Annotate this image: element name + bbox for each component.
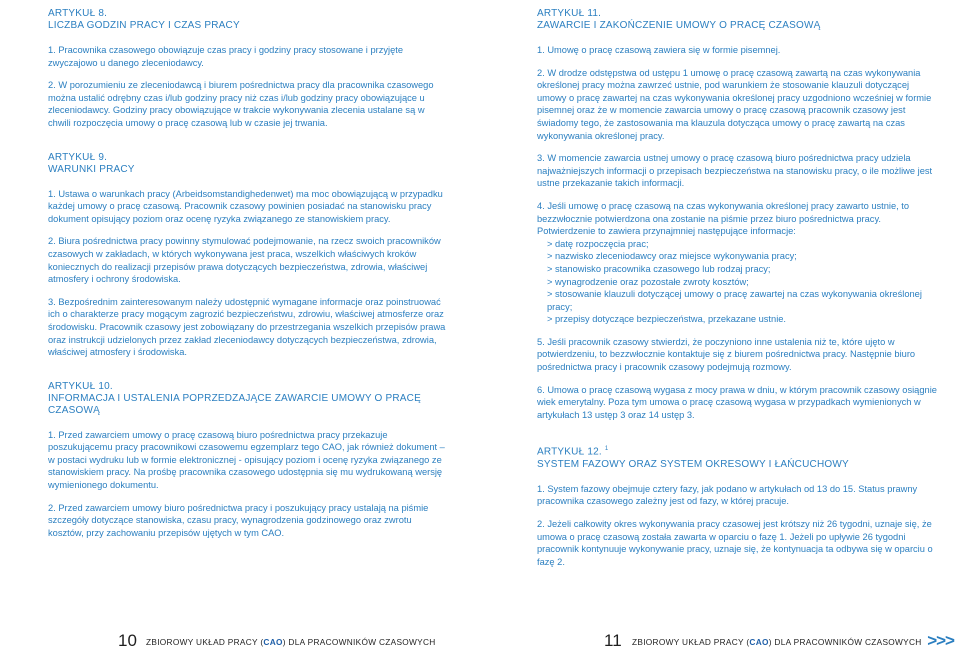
footer-cao-abbrev: CAO xyxy=(263,637,283,647)
article-12-paragraph-1: 1. System fazowy obejmuje cztery fazy, jak podano w artykułach od 13 do 15. Status prawny pracownika czasowego zależny jest od fazy, w której pracuje. xyxy=(537,483,918,507)
article-9-number: ARTYKUŁ 9. xyxy=(48,151,108,163)
article-9-paragraph-1: 1. Ustawa o warunkach pracy (Arbeidsomstandighedenwet) ma moc obowiązującą w przypadku każdej umowy o pracę czasową. Pracownik czasowy powinien posiadać na stanowisku pracy dokument opisujący poziom oraz ocenę ryzyka związanego ze stanowiskiem pracy. xyxy=(48,188,443,224)
footer-text-before: ZBIOROWY UKŁAD PRACY ( xyxy=(146,637,264,647)
footer-cao-abbrev: CAO xyxy=(749,637,769,647)
article-8-paragraph-2: 2. W porozumieniu ze zleceniodawcą i biurem pośrednictwa pracy dla pracownika czasowego można ustalić odrębny czas i/lub godziny pracy niż czas i/lub godziny pracy obowiązujące u zleceniodawcy. Godziny pracy obowiązujące w trakcie wykonywania zlecenia ustalane są w chwili rozpoczęcia umowy o pracę czasową lub w czasie jej trwania. xyxy=(48,80,434,128)
left-page-number: 10 xyxy=(118,631,137,650)
article-9-paragraph-3: 3. Bezpośrednim zainteresowanym należy udostępnić wymagane informacje oraz poinstruować ich o charakterze pracy mogącym zagrozić bezpieczeństwu, zdrowiu, właściwej atmosferze oraz środowisku. Pracownik czasowy jest zobowiązany do przestrzegania wszelkich przepisów prawa oraz instrukcji udzielonych przez zakład zleceniodawcy dotyczących bezpieczeństwa, zdrowia, właściwej atmosfery i środowiska. xyxy=(48,296,446,358)
article-8-paragraph-1: 1. Pracownika czasowego obowiązuje czas pracy i godziny pracy stosowane i przyjęte zwyczajowo u danego zleceniodawcy. xyxy=(48,45,404,68)
article-11-paragraph-3: 3. W momencie zawarcia ustnej umowy o pracę czasową biuro pośrednictwa pracy udziela najważniejszych informacji o przepisach bezpieczeństwa na stanowisku pracy, o ile możliwe jest ustne przekazanie takich informacji. xyxy=(537,153,933,189)
list-item: > stanowisko pracownika czasowego lub rodzaj pracy; xyxy=(547,263,771,274)
article-10-number: ARTYKUŁ 10. xyxy=(48,380,113,392)
article-12-paragraph-2: 2. Jeżeli całkowity okres wykonywania pracy czasowej jest krótszy niż 26 tygodni, uznaje się, że umowa o pracę czasową została zawarta w oparciu o fazę 1. Jeżeli po upływie 26 tygodni pracownik kontynuuje wykonywanie pracy, uznaje się, że kontynuacja ta odbywa się w oparciu o fazę 2. xyxy=(537,518,933,567)
article-11-number: ARTYKUŁ 11. xyxy=(537,8,602,19)
article-11-bullet-list xyxy=(537,238,937,326)
right-footer-title xyxy=(632,637,922,647)
article-10-title: INFORMACJA I USTALENIA POPRZEDZAJĄCE ZAWARCIE UMOWY O PRACĘ CZASOWĄ xyxy=(48,392,421,416)
article-11-paragraph-2: 2. W drodze odstępstwa od ustępu 1 umowę o pracę czasową zawartą na czas wykonywania określonej pracy można zawrzeć ustnie, pod warunkiem że stosowanie klauzuli dotyczącej umowy o pracę zawartej na czas wykonywania określonej pracy uzgodniono wcześniej w formie pisemnej oraz że w momencie zawarcia umowy o pracę czasową pracownik czasowy jest świadomy tego, że zastosowania ma klauzula dotycząca umowy o pracę zawartą na czas wykonywania określonej pracy. xyxy=(537,67,932,141)
left-footer-title xyxy=(146,637,436,647)
list-item: > nazwisko zleceniodawcy oraz miejsce wykonywania pracy; xyxy=(547,251,797,262)
footer-text-before: ZBIOROWY UKŁAD PRACY ( xyxy=(632,637,750,647)
article-11-paragraph-4: 4. Jeśli umowę o pracę czasową na czas wykonywania określonej pracy zawarto ustnie, to bezzwłocznie potwierdzona ona zostanie na piśmie przez biuro pośrednictwa pracy. Potwierdzenie to zawiera przynajmniej następujące informacje: xyxy=(537,200,910,237)
article-11-paragraph-1: 1. Umowę o pracę czasową zawiera się w formie pisemnej. xyxy=(537,45,781,55)
article-12-number-text: ARTYKUŁ 12. xyxy=(537,446,602,458)
article-11-title: ZAWARCIE I ZAKOŃCZENIE UMOWY O PRACĘ CZASOWĄ xyxy=(537,20,821,31)
article-10-paragraph-2: 2. Przed zawarciem umowy biuro pośrednictwa pracy i poszukujący pracy ustalają na piśmie szczegóły dotyczące stanowiska, czasu pracy, wynagrodzenia godzinowego oraz zwrotu kosztów, przy zachowaniu przepisów ujętych w tym CAO. xyxy=(48,502,429,538)
footnote-marker: 1 xyxy=(604,446,609,453)
list-item: > stosowanie klauzuli dotyczącej umowy o pracę zawartej na czas wykonywania określonej pracy; xyxy=(547,289,922,312)
left-page-column xyxy=(48,8,448,539)
article-8-title: LICZBA GODZIN PRACY I CZAS PRACY xyxy=(48,20,240,31)
article-12-title: SYSTEM FAZOWY ORAZ SYSTEM OKRESOWY I ŁAŃCUCHOWY xyxy=(537,458,849,470)
article-12-number xyxy=(537,443,937,458)
article-8-number: ARTYKUŁ 8. xyxy=(48,8,108,19)
list-item: > datę rozpoczęcia prac; xyxy=(547,238,649,249)
article-11-paragraph-5: 5. Jeśli pracownik czasowy stwierdzi, że poczyniono inne ustalenia niż te, które ujęto w potwierdzeniu, to bezzwłocznie kontaktuje się z biurem pośrednictwa pracy. Następnie biuro pośrednictwa pracy i pracownik czasowy podejmują rozmowy. xyxy=(537,336,916,373)
page-footer xyxy=(0,627,960,657)
right-page-column xyxy=(537,8,937,568)
list-item: > przepisy dotyczące bezpieczeństwa, przekazane ustnie. xyxy=(547,314,787,325)
footer-text-after: ) DLA PRACOWNIKÓW CZASOWYCH xyxy=(282,637,436,647)
list-item: > wynagrodzenie oraz pozostałe zwroty kosztów; xyxy=(547,276,749,287)
article-11-paragraph-6: 6. Umowa o pracę czasową wygasa z mocy prawa w dniu, w którym pracownik czasowy osiągnie wiek emerytalny. Poza tym umowa o pracę czasową wygasa w przypadkach wymienionych w artykułach 13 ustęp 3 oraz 14 ustęp 3. xyxy=(537,384,937,420)
next-page-arrows[interactable]: >>> xyxy=(927,631,954,650)
article-10-paragraph-1: 1. Przed zawarciem umowy o pracę czasową biuro pośrednictwa pracy przekazuje poszukującemu pracy pracownikowi czasowemu egzemplarz tego CAO, jak również dokument – w postaci wydruku lub w formie elektronicznej - opisujący poziom i ocenę ryzyka związanego ze stanowiskiem pracy. Na prośbę pracownika czasowego udostępnia się mu wydrukowaną wersję wymienionego dokumentu. xyxy=(48,429,445,491)
footer-text-after: ) DLA PRACOWNIKÓW CZASOWYCH xyxy=(768,637,922,647)
article-9-title: WARUNKI PRACY xyxy=(48,163,135,175)
right-page-number: 11 xyxy=(604,631,622,650)
article-9-paragraph-2: 2. Biura pośrednictwa pracy powinny stymulować podejmowanie, na rzecz swoich pracowników czasowych w zakładach, w których wykonywana jest praca, wszelkich właściwych kroków koniecznych do realizacji przepisów prawa dotyczących bezpieczeństwa, zdrowia, właściwej atmosfery i ochrony środowiska. xyxy=(48,236,441,285)
